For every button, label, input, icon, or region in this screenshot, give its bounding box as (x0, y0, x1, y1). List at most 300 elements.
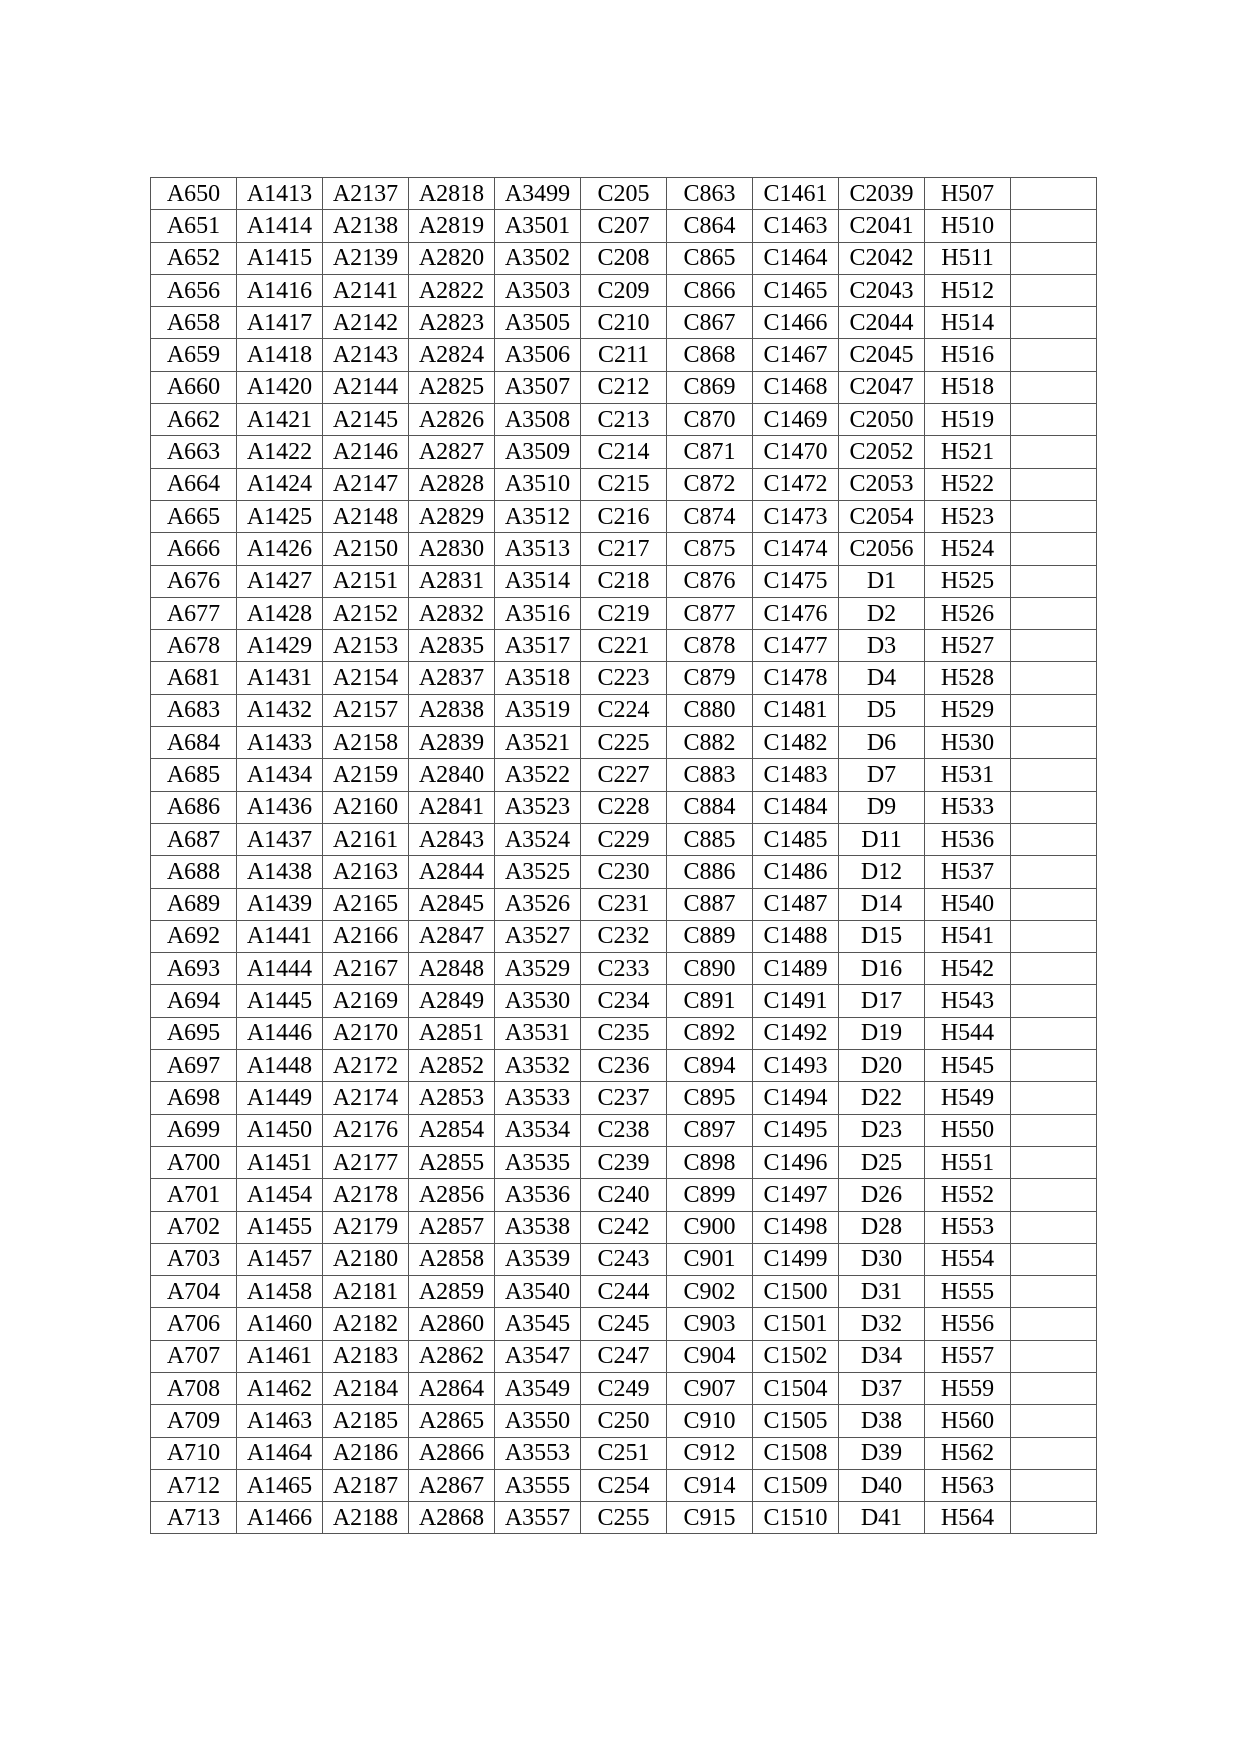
table-cell: C2054 (839, 500, 925, 532)
table-cell: A2163 (323, 856, 409, 888)
table-cell: C214 (581, 436, 667, 468)
table-cell: C883 (667, 759, 753, 791)
table-row (151, 1469, 1097, 1501)
table-row (151, 436, 1097, 468)
table-cell (1011, 1243, 1097, 1275)
table-row (151, 630, 1097, 662)
table-cell: A2174 (323, 1082, 409, 1114)
table-cell: A1462 (237, 1372, 323, 1404)
table-cell: A2857 (409, 1211, 495, 1243)
table-cell: C910 (667, 1405, 753, 1437)
table-cell: C912 (667, 1437, 753, 1469)
table-cell (1011, 1211, 1097, 1243)
table-cell: D34 (839, 1340, 925, 1372)
table-cell: C901 (667, 1243, 753, 1275)
table-cell: A677 (151, 597, 237, 629)
table-cell: A2137 (323, 178, 409, 210)
table-cell: A2181 (323, 1276, 409, 1308)
table-cell: A2183 (323, 1340, 409, 1372)
table-cell: A3540 (495, 1276, 581, 1308)
table-cell: C2041 (839, 210, 925, 242)
table-cell: H518 (925, 371, 1011, 403)
table-cell: A659 (151, 339, 237, 371)
table-cell: A2158 (323, 727, 409, 759)
table-cell: A1466 (237, 1502, 323, 1534)
table-cell: H531 (925, 759, 1011, 791)
table-cell: C232 (581, 920, 667, 952)
table-row (151, 694, 1097, 726)
table-cell: A3532 (495, 1050, 581, 1082)
table-cell: C887 (667, 888, 753, 920)
table-cell: C1493 (753, 1050, 839, 1082)
table-cell: D25 (839, 1146, 925, 1178)
table-cell: A2852 (409, 1050, 495, 1082)
table-cell (1011, 1405, 1097, 1437)
table-row (151, 565, 1097, 597)
table-cell: A650 (151, 178, 237, 210)
table-cell: A694 (151, 985, 237, 1017)
table-cell: H543 (925, 985, 1011, 1017)
table-cell: H512 (925, 274, 1011, 306)
table-cell: A2860 (409, 1308, 495, 1340)
table-cell: A3505 (495, 307, 581, 339)
table-cell: C885 (667, 823, 753, 855)
table-cell: D41 (839, 1502, 925, 1534)
table-cell: C1509 (753, 1469, 839, 1501)
table-cell (1011, 307, 1097, 339)
table-cell: A1425 (237, 500, 323, 532)
table-row (151, 856, 1097, 888)
table-cell: H564 (925, 1502, 1011, 1534)
table-row (151, 274, 1097, 306)
table-row (151, 307, 1097, 339)
table-cell: A2165 (323, 888, 409, 920)
table-cell: A2141 (323, 274, 409, 306)
table-cell: C209 (581, 274, 667, 306)
table-cell: D32 (839, 1308, 925, 1340)
table-cell: C215 (581, 468, 667, 500)
table-cell: H545 (925, 1050, 1011, 1082)
table-row (151, 500, 1097, 532)
table-cell: C244 (581, 1276, 667, 1308)
table-cell: D19 (839, 1017, 925, 1049)
table-cell: C865 (667, 242, 753, 274)
table-cell: C1470 (753, 436, 839, 468)
table-cell: C1475 (753, 565, 839, 597)
table-cell: A2157 (323, 694, 409, 726)
table-cell: A1464 (237, 1437, 323, 1469)
table-cell: C221 (581, 630, 667, 662)
table-cell: A1451 (237, 1146, 323, 1178)
table-cell: C217 (581, 533, 667, 565)
table-cell: C866 (667, 274, 753, 306)
table-cell: A1465 (237, 1469, 323, 1501)
table-row (151, 1405, 1097, 1437)
table-cell: A2159 (323, 759, 409, 791)
table-cell: D2 (839, 597, 925, 629)
table-cell: A688 (151, 856, 237, 888)
table-cell: C914 (667, 1469, 753, 1501)
table-cell: C1491 (753, 985, 839, 1017)
table-cell: C869 (667, 371, 753, 403)
table-cell: C889 (667, 920, 753, 952)
table-row (151, 1502, 1097, 1534)
table-cell: C242 (581, 1211, 667, 1243)
table-cell: C231 (581, 888, 667, 920)
table-cell: C235 (581, 1017, 667, 1049)
table-cell: A683 (151, 694, 237, 726)
table-cell: A1431 (237, 662, 323, 694)
table-cell: C1487 (753, 888, 839, 920)
table-cell: C208 (581, 242, 667, 274)
table-cell: A3501 (495, 210, 581, 242)
table-cell: H559 (925, 1372, 1011, 1404)
table-cell: A2179 (323, 1211, 409, 1243)
table-cell: A2862 (409, 1340, 495, 1372)
table-cell: D37 (839, 1372, 925, 1404)
table-cell: A3527 (495, 920, 581, 952)
table-cell (1011, 791, 1097, 823)
table-cell: A2146 (323, 436, 409, 468)
table-cell (1011, 985, 1097, 1017)
table-cell: C250 (581, 1405, 667, 1437)
table-cell: C900 (667, 1211, 753, 1243)
table-cell (1011, 339, 1097, 371)
table-cell: C877 (667, 597, 753, 629)
table-cell: A703 (151, 1243, 237, 1275)
table-cell: A2161 (323, 823, 409, 855)
table-cell (1011, 500, 1097, 532)
table-row (151, 404, 1097, 436)
table-cell: C884 (667, 791, 753, 823)
table-cell: A704 (151, 1276, 237, 1308)
table-cell: C219 (581, 597, 667, 629)
table-cell: A2840 (409, 759, 495, 791)
table-cell: A1417 (237, 307, 323, 339)
table-cell: A2143 (323, 339, 409, 371)
table-cell: A1418 (237, 339, 323, 371)
table-cell: C223 (581, 662, 667, 694)
table-cell: C882 (667, 727, 753, 759)
table-cell: A664 (151, 468, 237, 500)
table-cell (1011, 953, 1097, 985)
table-cell: C212 (581, 371, 667, 403)
table-cell: C880 (667, 694, 753, 726)
table-cell: A1415 (237, 242, 323, 274)
table-cell: C1469 (753, 404, 839, 436)
table-cell: A3507 (495, 371, 581, 403)
table-cell: C249 (581, 1372, 667, 1404)
table-cell: A2841 (409, 791, 495, 823)
table-cell: D23 (839, 1114, 925, 1146)
table-cell: A652 (151, 242, 237, 274)
table-cell (1011, 727, 1097, 759)
table-row (151, 953, 1097, 985)
table-cell: D15 (839, 920, 925, 952)
table-cell (1011, 1179, 1097, 1211)
table-cell: A2845 (409, 888, 495, 920)
table-cell: C1494 (753, 1082, 839, 1114)
table-cell: A2854 (409, 1114, 495, 1146)
table-cell: C1461 (753, 178, 839, 210)
table-row (151, 759, 1097, 791)
table-cell: A662 (151, 404, 237, 436)
table-cell: H556 (925, 1308, 1011, 1340)
table-cell: D28 (839, 1211, 925, 1243)
table-cell: A2166 (323, 920, 409, 952)
table-cell: H511 (925, 242, 1011, 274)
table-cell: A701 (151, 1179, 237, 1211)
table-cell: C907 (667, 1372, 753, 1404)
table-cell (1011, 468, 1097, 500)
table-cell (1011, 404, 1097, 436)
table-cell: A693 (151, 953, 237, 985)
table-cell: A707 (151, 1340, 237, 1372)
table-cell: A2859 (409, 1276, 495, 1308)
table-cell: C234 (581, 985, 667, 1017)
table-cell: A2144 (323, 371, 409, 403)
table-cell: C2045 (839, 339, 925, 371)
table-cell: A3550 (495, 1405, 581, 1437)
table-cell: A2847 (409, 920, 495, 952)
table-row (151, 823, 1097, 855)
table-cell: C247 (581, 1340, 667, 1372)
table-cell: A2148 (323, 500, 409, 532)
table-cell (1011, 178, 1097, 210)
table-cell: A1428 (237, 597, 323, 629)
table-cell: C238 (581, 1114, 667, 1146)
table-cell: C2050 (839, 404, 925, 436)
table-cell: C210 (581, 307, 667, 339)
table-cell: C1495 (753, 1114, 839, 1146)
table-cell: D7 (839, 759, 925, 791)
table-cell: C228 (581, 791, 667, 823)
table-cell: D14 (839, 888, 925, 920)
table-cell: H544 (925, 1017, 1011, 1049)
table-cell: A2831 (409, 565, 495, 597)
table-cell: A663 (151, 436, 237, 468)
table-row (151, 1340, 1097, 1372)
table-row (151, 1114, 1097, 1146)
table-cell: A2177 (323, 1146, 409, 1178)
table-cell: A2835 (409, 630, 495, 662)
table-cell: C213 (581, 404, 667, 436)
table-cell (1011, 1146, 1097, 1178)
table-cell: A1460 (237, 1308, 323, 1340)
table-row (151, 1017, 1097, 1049)
table-cell: A2822 (409, 274, 495, 306)
table-cell: A2138 (323, 210, 409, 242)
table-cell: H555 (925, 1276, 1011, 1308)
table-cell: A3524 (495, 823, 581, 855)
table-cell: C890 (667, 953, 753, 985)
table-cell (1011, 371, 1097, 403)
table-cell: A681 (151, 662, 237, 694)
table-cell: A1413 (237, 178, 323, 210)
table-row (151, 985, 1097, 1017)
table-cell: A2153 (323, 630, 409, 662)
table-cell: A3547 (495, 1340, 581, 1372)
table-cell: A2184 (323, 1372, 409, 1404)
table-cell: H552 (925, 1179, 1011, 1211)
table-cell: A1439 (237, 888, 323, 920)
table-cell: C870 (667, 404, 753, 436)
table-cell: A3531 (495, 1017, 581, 1049)
table-cell (1011, 823, 1097, 855)
table-cell: C915 (667, 1502, 753, 1534)
table-cell: H557 (925, 1340, 1011, 1372)
table-cell: D20 (839, 1050, 925, 1082)
table-cell: H521 (925, 436, 1011, 468)
table-row (151, 1243, 1097, 1275)
table-cell: C1485 (753, 823, 839, 855)
table-cell: H551 (925, 1146, 1011, 1178)
table-cell: A2176 (323, 1114, 409, 1146)
table-cell: H526 (925, 597, 1011, 629)
table-cell: A684 (151, 727, 237, 759)
table-cell: A2853 (409, 1082, 495, 1114)
table-cell (1011, 242, 1097, 274)
table-cell: A3516 (495, 597, 581, 629)
table-cell: C875 (667, 533, 753, 565)
table-cell: A2169 (323, 985, 409, 1017)
table-cell: A1433 (237, 727, 323, 759)
table-cell: A2150 (323, 533, 409, 565)
table-cell: A2844 (409, 856, 495, 888)
table-cell: C894 (667, 1050, 753, 1082)
table-cell: A1426 (237, 533, 323, 565)
table-cell: C230 (581, 856, 667, 888)
table-cell: C1500 (753, 1276, 839, 1308)
table-cell (1011, 1437, 1097, 1469)
table-cell: A2178 (323, 1179, 409, 1211)
table-cell: A2843 (409, 823, 495, 855)
table-cell: C1463 (753, 210, 839, 242)
table-cell (1011, 888, 1097, 920)
table-cell: C1482 (753, 727, 839, 759)
table-cell: C2039 (839, 178, 925, 210)
table-cell: A651 (151, 210, 237, 242)
table-cell: A1458 (237, 1276, 323, 1308)
table-cell: A3523 (495, 791, 581, 823)
table-row (151, 178, 1097, 210)
table-cell: C871 (667, 436, 753, 468)
table-cell: H524 (925, 533, 1011, 565)
table-cell: C1486 (753, 856, 839, 888)
table-row (151, 339, 1097, 371)
table-cell: A2839 (409, 727, 495, 759)
table-cell: A2818 (409, 178, 495, 210)
table-cell (1011, 1502, 1097, 1534)
table-cell: H507 (925, 178, 1011, 210)
table-cell: H533 (925, 791, 1011, 823)
table-cell: H560 (925, 1405, 1011, 1437)
table-cell: A689 (151, 888, 237, 920)
table-cell: A678 (151, 630, 237, 662)
table-cell: C2043 (839, 274, 925, 306)
table-cell: H541 (925, 920, 1011, 952)
table-row (151, 468, 1097, 500)
table-cell: A3508 (495, 404, 581, 436)
table-cell: A2819 (409, 210, 495, 242)
table-cell: D11 (839, 823, 925, 855)
table-cell: A3512 (495, 500, 581, 532)
table-cell: A3525 (495, 856, 581, 888)
table-cell: C2042 (839, 242, 925, 274)
table-cell: A676 (151, 565, 237, 597)
table-cell: A686 (151, 791, 237, 823)
table-cell: C1498 (753, 1211, 839, 1243)
table-cell: A3529 (495, 953, 581, 985)
table-cell: A3534 (495, 1114, 581, 1146)
table-cell: H510 (925, 210, 1011, 242)
table-cell: A3510 (495, 468, 581, 500)
table-cell: C239 (581, 1146, 667, 1178)
table-cell: C895 (667, 1082, 753, 1114)
table-cell: A3539 (495, 1243, 581, 1275)
table-cell: A3530 (495, 985, 581, 1017)
table-cell (1011, 1308, 1097, 1340)
table-cell: A2867 (409, 1469, 495, 1501)
table-cell: H550 (925, 1114, 1011, 1146)
table-cell: A2865 (409, 1405, 495, 1437)
table-cell: A2829 (409, 500, 495, 532)
table-cell (1011, 662, 1097, 694)
table-cell: A2855 (409, 1146, 495, 1178)
table-row (151, 1308, 1097, 1340)
table-cell: C1501 (753, 1308, 839, 1340)
table-cell (1011, 694, 1097, 726)
table-cell: A3553 (495, 1437, 581, 1469)
table-cell: A2858 (409, 1243, 495, 1275)
table-cell: A2167 (323, 953, 409, 985)
table-cell: C233 (581, 953, 667, 985)
table-cell: H529 (925, 694, 1011, 726)
table-cell: A2864 (409, 1372, 495, 1404)
table-cell: A2186 (323, 1437, 409, 1469)
table-cell: A1461 (237, 1340, 323, 1372)
table-cell: A692 (151, 920, 237, 952)
table-row (151, 727, 1097, 759)
table-cell: A2823 (409, 307, 495, 339)
table-row (151, 662, 1097, 694)
table-cell: A1463 (237, 1405, 323, 1437)
table-row (151, 920, 1097, 952)
table-cell: C892 (667, 1017, 753, 1049)
table-cell: C1497 (753, 1179, 839, 1211)
table-cell: C1472 (753, 468, 839, 500)
table-cell: C1467 (753, 339, 839, 371)
table-cell: H536 (925, 823, 1011, 855)
table-cell: H563 (925, 1469, 1011, 1501)
table-cell: A2856 (409, 1179, 495, 1211)
table-cell: C224 (581, 694, 667, 726)
table-cell: A2848 (409, 953, 495, 985)
table-cell: C245 (581, 1308, 667, 1340)
table-cell: A1436 (237, 791, 323, 823)
table-cell: A2147 (323, 468, 409, 500)
table-cell (1011, 1340, 1097, 1372)
table-cell (1011, 597, 1097, 629)
table-cell: A3517 (495, 630, 581, 662)
table-cell: D12 (839, 856, 925, 888)
table-cell: C886 (667, 856, 753, 888)
table-cell: C1464 (753, 242, 839, 274)
table-cell: A3533 (495, 1082, 581, 1114)
table-cell: A685 (151, 759, 237, 791)
table-cell: A2827 (409, 436, 495, 468)
table-cell: C876 (667, 565, 753, 597)
